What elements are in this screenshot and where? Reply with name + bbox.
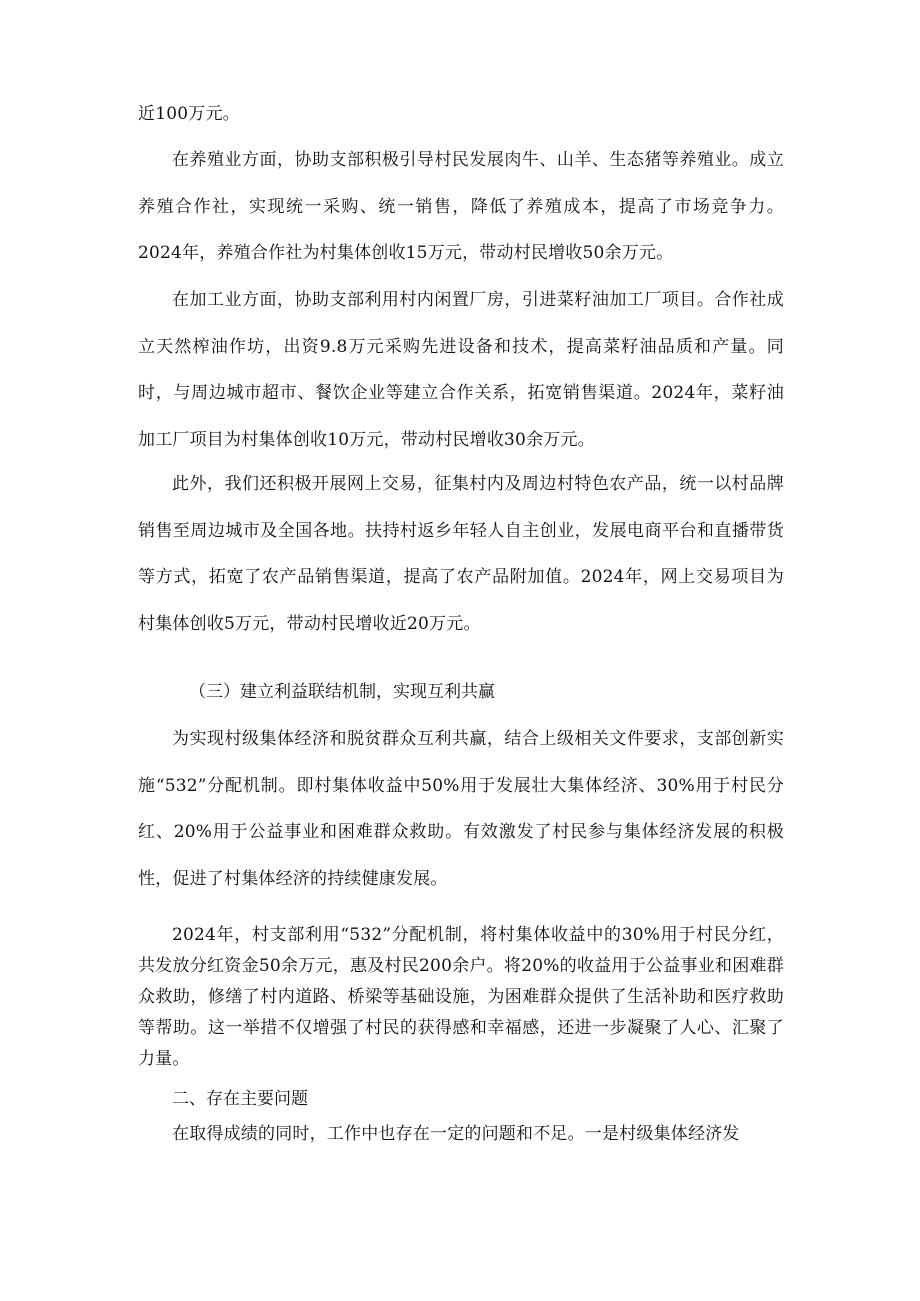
paragraph-distribution-mechanism: 为实现村级集体经济和脱贫群众互利共赢，结合上级相关文件要求，支部创新实施“532”分配机制。即村集体收益中50%用于发展壮大集体经济、30%用于村民分红、20%用于公益事业和困难群众救助。有效激发了村民参与集体经济发展的积极性，促进了村集体经济的持续健康发展。 [138,729,784,889]
paragraph-processing-industry: 在加工业方面，协助支部利用村内闲置厂房，引进菜籽油加工厂项目。合作社成立天然榨油作坊，出资9.8万元采购先进设备和技术，提高菜籽油品质和产量。同时，与周边城市超市、餐饮企业等建立合作关系，拓宽销售渠道。2024年，菜籽油加工厂项目为村集体创收10万元，带动村民增收30余万元。 [138,290,784,450]
paragraph-breeding-industry: 在养殖业方面，协助支部积极引导村民发展肉牛、山羊、生态猪等养殖业。成立养殖合作社，实现统一采购、统一销售，降低了养殖成本，提高了市场竞争力。2024年，养殖合作社为村集体创收15万元，带动村民增收50余万元。 [138,150,784,263]
section-heading-main-problems: 二、存在主要问题 [172,1089,308,1109]
paragraph-continuation: 近100万元。 [138,104,240,124]
paragraph-2024-dividends: 2024年，村支部利用“532”分配机制，将村集体收益中的30%用于村民分红，共发放分红资金50余万元，惠及村民200余户。将20%的收益用于公益事业和困难群众救助，修缮了村内道路、桥梁等基础设施，为困难群众提供了生活补助和医疗救助等帮助。这一举措不仅增强了村民的获得感和幸福感，还进一步凝聚了人心、汇聚了力量。 [138,925,784,1069]
paragraph-problems-intro: 在取得成绩的同时，工作中也存在一定的问题和不足。一是村级集体经济发 [172,1124,740,1144]
section-heading-benefit-mechanism: （三）建立利益联结机制，实现互利共赢 [189,682,495,702]
paragraph-online-trade: 此外，我们还积极开展网上交易，征集村内及周边村特色农产品，统一以村品牌销售至周边城市及全国各地。扶持村返乡年轻人自主创业，发展电商平台和直播带货等方式，拓宽了农产品销售渠道，提高了农产品附加值。2024年，网上交易项目为村集体创收5万元，带动村民增收近20万元。 [138,474,784,634]
